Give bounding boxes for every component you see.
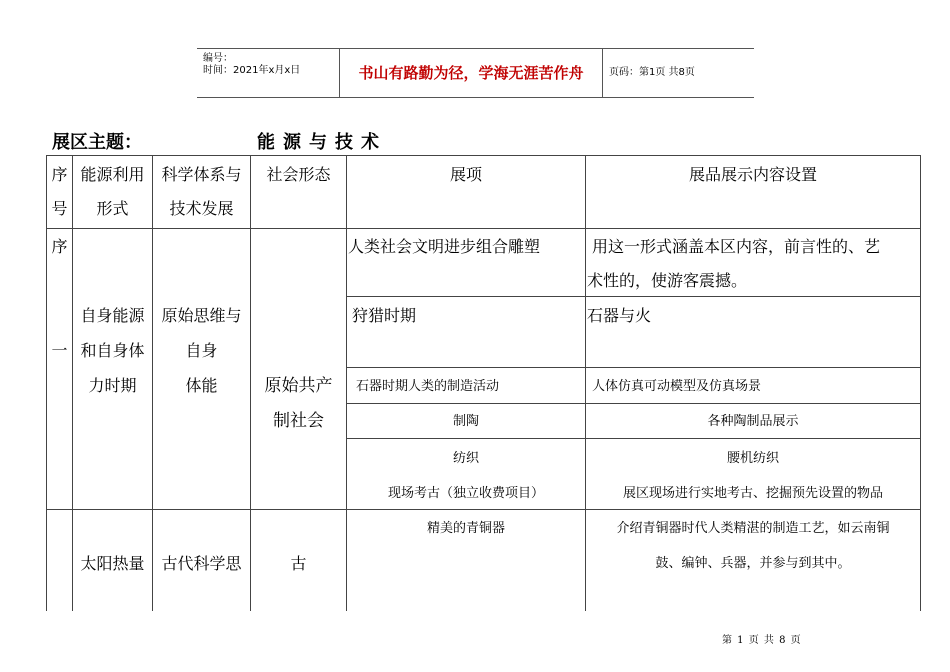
header-science: 技术发展 — [169, 199, 234, 218]
table-border — [46, 155, 921, 156]
page-footer: 第 1 页 共 8 页 — [722, 635, 802, 646]
header-motto: 书山有路勤为径，学海无涯苦作舟 — [358, 64, 584, 82]
header-page-info: 页码：第1页 共8页 — [609, 67, 695, 78]
row-line — [346, 403, 921, 404]
exhibit-item: 制陶 — [452, 414, 479, 429]
content-item: 用这一形式涵盖本区内容，前言性的、艺 — [592, 237, 881, 256]
header-science: 科学体系与 — [161, 165, 242, 184]
header-energy: 能源利用 — [80, 165, 145, 184]
content-item: 石器与火 — [587, 306, 652, 325]
header-exhibit: 展项 — [449, 165, 482, 184]
row-line — [346, 367, 921, 368]
exhibit-item: 纺织 — [452, 451, 479, 466]
exhibit-table — [46, 155, 921, 611]
section-energy: 太阳热量 — [80, 554, 145, 573]
header-divider — [602, 49, 603, 97]
section-seq: 一 — [51, 341, 68, 360]
document-header — [197, 48, 754, 98]
table-border — [46, 155, 47, 611]
row-line — [46, 509, 921, 510]
content-item: 展区现场进行实地考古、挖掘预先设置的物品 — [622, 486, 883, 501]
section-society: 制社会 — [273, 411, 324, 431]
header-society: 社会形态 — [266, 165, 331, 184]
section-science: 原始思维与 — [161, 306, 242, 325]
section-science: 古代科学思 — [161, 554, 242, 573]
content-item: 鼓、编钟、兵器，并参与到其中。 — [655, 556, 851, 571]
table-border — [920, 155, 921, 611]
content-item: 介绍青铜器时代人类精湛的制造工艺，如云南铜 — [616, 521, 890, 536]
exhibit-item: 精美的青铜器 — [426, 521, 505, 536]
section-science: 自身 — [185, 341, 218, 360]
number-label: 编号： — [203, 53, 233, 64]
column-line — [346, 155, 347, 611]
content-item: 术性的，使游客震撼。 — [587, 271, 748, 290]
row-line — [346, 296, 921, 297]
header-content: 展品展示内容设置 — [688, 165, 817, 184]
column-line — [585, 155, 586, 611]
section-society: 古 — [290, 554, 307, 573]
row-line — [46, 228, 921, 229]
content-item: 人体仿真可动模型及仿真场景 — [592, 379, 762, 394]
header-energy: 形式 — [96, 199, 129, 218]
exhibit-item: 现场考古（独立收费项目） — [387, 486, 544, 501]
section-energy: 和自身体 — [80, 341, 145, 360]
exhibit-item: 狩猎时期 — [352, 306, 417, 325]
time-label: 时间：2021年x月x日 — [203, 65, 301, 76]
section-energy: 自身能源 — [80, 306, 145, 325]
section-society: 原始共产 — [264, 376, 333, 396]
section-seq: 序 — [51, 237, 68, 256]
exhibit-item: 人类社会文明进步组合雕塑 — [348, 237, 541, 256]
section-science: 体能 — [185, 376, 218, 395]
header-seq: 号 — [51, 199, 68, 218]
row-line — [346, 438, 921, 439]
zone-label: 展区主题： — [52, 132, 142, 153]
exhibit-item: 石器时期人类的制造活动 — [356, 379, 500, 394]
zone-title: 能源与技术 — [257, 132, 387, 153]
content-item: 腰机纺织 — [726, 451, 779, 466]
header-seq: 序 — [51, 165, 68, 184]
section-energy: 力时期 — [88, 376, 137, 395]
content-item: 各种陶制品展示 — [707, 414, 799, 429]
header-meta — [197, 49, 339, 97]
